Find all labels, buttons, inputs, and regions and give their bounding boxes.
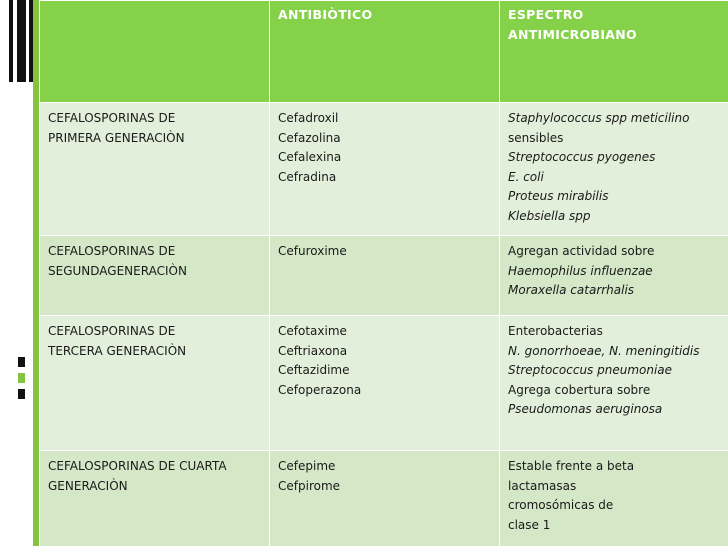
table-row (40, 236, 728, 316)
antibiotic-name: Ceftazidime (278, 361, 492, 381)
header-col3-line2: ANTIMICROBIANO (508, 25, 721, 45)
header-col2-text: ANTIBIÒTICO (278, 5, 492, 25)
spectrum-line: Agrega cobertura sobre (508, 381, 721, 401)
group-label-line-1: CEFALOSPORINAS DE (48, 322, 262, 342)
antibiotic-name: Cefpirome (278, 477, 492, 497)
spectrum-line: N. gonorrhoeae, N. meningitidis (508, 342, 721, 362)
table-row (40, 451, 728, 547)
antibiotic-name: Cefadroxil (278, 109, 492, 129)
spectrum-line: clase 1 (508, 516, 721, 536)
spectrum-cell (500, 236, 728, 316)
group-label-line-2: GENERACIÒN (48, 477, 262, 497)
spectrum-line: Pseudomonas aeruginosa (508, 400, 721, 420)
spectrum-line: sensibles (508, 129, 721, 149)
spectrum-line: Streptococcus pyogenes (508, 148, 721, 168)
antibiotic-name: Cefalexina (278, 148, 492, 168)
header-cell-spectrum (500, 1, 728, 103)
spectrum-line: Estable frente a beta (508, 457, 721, 477)
spectrum-line: Staphylococcus spp meticilino (508, 109, 721, 129)
group-label-line-2: SEGUNDAGENERACIÒN (48, 262, 262, 282)
group-cell (40, 236, 270, 316)
deco-black-block-2 (18, 389, 25, 399)
drugs-cell (270, 236, 500, 316)
spectrum-line: Enterobacterias (508, 322, 721, 342)
drugs-cell (270, 451, 500, 547)
group-label-line-2: TERCERA GENERACIÒN (48, 342, 262, 362)
header-cell-empty (40, 1, 270, 103)
spectrum-cell (500, 451, 728, 547)
spectrum-line: Haemophilus influenzae (508, 262, 721, 282)
table-row (40, 316, 728, 451)
cephalosporin-table (39, 0, 728, 547)
group-cell (40, 103, 270, 236)
antibiotic-name: Cefotaxime (278, 322, 492, 342)
spectrum-line: Agregan actividad sobre (508, 242, 721, 262)
spectrum-line: Moraxella catarrhalis (508, 281, 721, 301)
drugs-cell (270, 316, 500, 451)
spectrum-line: Streptococcus pneumoniae (508, 361, 721, 381)
antibiotic-name: Cefepime (278, 457, 492, 477)
header-col3-line1: ESPECTRO (508, 5, 721, 25)
drugs-cell (270, 103, 500, 236)
antibiotic-name: Cefuroxime (278, 242, 492, 262)
spectrum-cell (500, 316, 728, 451)
antibiotic-name: Cefoperazona (278, 381, 492, 401)
spectrum-cell (500, 103, 728, 236)
spectrum-line: E. coli (508, 168, 721, 188)
spectrum-line: Klebsiella spp (508, 207, 721, 227)
antibiotic-name: Cefazolina (278, 129, 492, 149)
deco-black-stripe-2 (17, 0, 26, 82)
header-cell-antibiotic (270, 1, 500, 103)
spectrum-line: cromosómicas de (508, 496, 721, 516)
group-cell (40, 451, 270, 547)
spectrum-line: Proteus mirabilis (508, 187, 721, 207)
group-label-line-1: CEFALOSPORINAS DE CUARTA (48, 457, 262, 477)
spectrum-line: lactamasas (508, 477, 721, 497)
table-row (40, 103, 728, 236)
group-label-line-2: PRIMERA GENERACIÒN (48, 129, 262, 149)
table-header-row (40, 1, 728, 103)
group-label-line-1: CEFALOSPORINAS DE (48, 242, 262, 262)
deco-black-stripe-1 (9, 0, 13, 82)
antibiotic-name: Cefradina (278, 168, 492, 188)
deco-black-block-1 (18, 357, 25, 367)
antibiotic-name: Ceftriaxona (278, 342, 492, 362)
group-label-line-1: CEFALOSPORINAS DE (48, 109, 262, 129)
deco-green-block-1 (18, 373, 25, 383)
group-cell (40, 316, 270, 451)
